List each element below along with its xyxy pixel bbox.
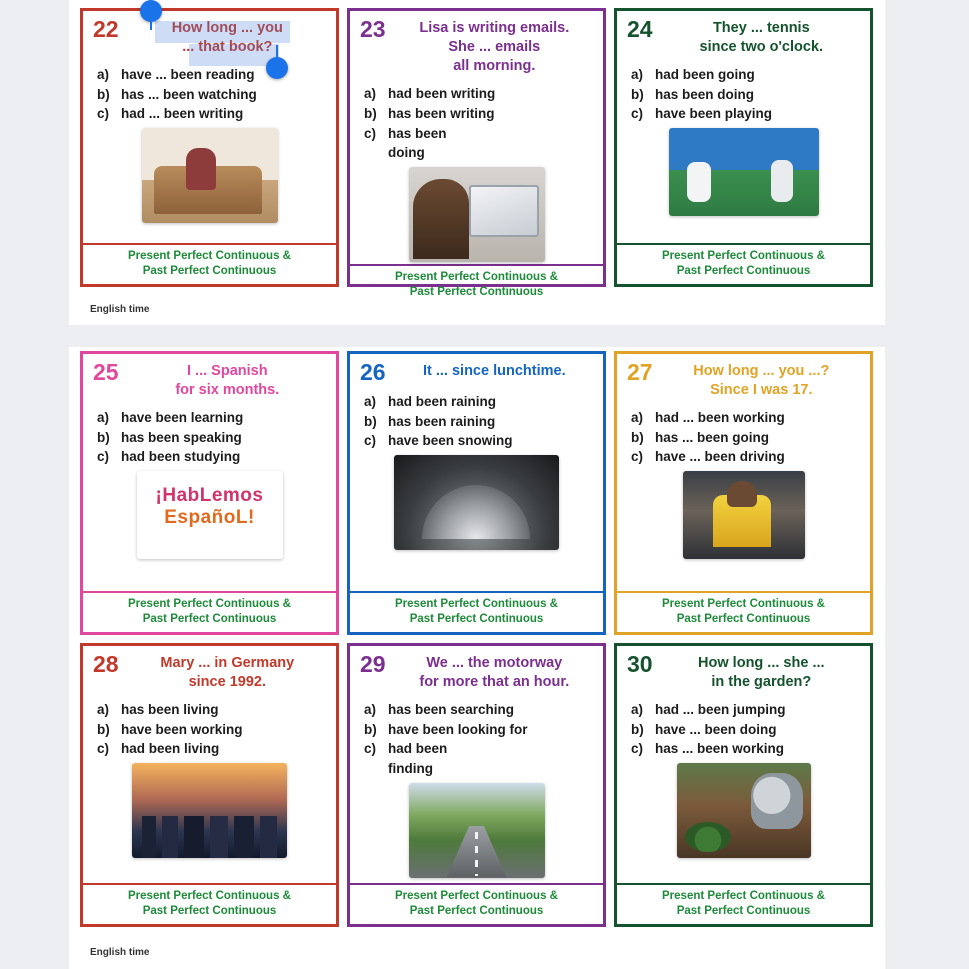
card-prompt: How long ... she ... in the garden? bbox=[698, 655, 825, 691]
option-text: have been playing bbox=[655, 106, 773, 122]
card-header bbox=[358, 360, 595, 384]
card-grid-2 bbox=[80, 351, 874, 927]
question-card-22[interactable] bbox=[80, 8, 339, 287]
answer-option-b[interactable] bbox=[364, 720, 595, 740]
option-label: b) bbox=[631, 86, 644, 102]
option-label: b) bbox=[364, 413, 377, 429]
card-body bbox=[83, 11, 336, 243]
woman-typing-on-laptop-image bbox=[409, 167, 545, 262]
selection-handle-end[interactable] bbox=[266, 57, 288, 79]
answer-option-c[interactable] bbox=[364, 124, 595, 163]
answer-option-b[interactable] bbox=[364, 412, 595, 432]
option-text: have ... been doing bbox=[655, 721, 777, 737]
card-number: 27 bbox=[627, 359, 653, 385]
option-text: had been writing bbox=[388, 86, 496, 102]
card-footer-label: Present Perfect Continuous & Past Perfect Continuous bbox=[83, 883, 336, 924]
answer-option-a[interactable] bbox=[364, 392, 595, 412]
answer-option-c[interactable] bbox=[631, 104, 862, 124]
answer-option-c[interactable] bbox=[631, 739, 862, 759]
card-number: 30 bbox=[627, 651, 653, 677]
card-image-area bbox=[91, 759, 328, 883]
option-text: had been living bbox=[121, 741, 220, 757]
slide-page-2 bbox=[69, 347, 885, 969]
answer-option-c[interactable] bbox=[97, 447, 328, 467]
option-label: a) bbox=[97, 702, 110, 718]
answer-option-b[interactable] bbox=[97, 720, 328, 740]
option-label: a) bbox=[97, 67, 110, 83]
card-prompt: Lisa is writing emails. She ... emails all morning. bbox=[419, 20, 570, 75]
card-number: 23 bbox=[360, 16, 386, 42]
card-number: 22 bbox=[93, 16, 119, 42]
option-text: have ... been reading bbox=[121, 67, 255, 83]
answer-option-b[interactable] bbox=[631, 85, 862, 105]
slide-1-footer-label: English time bbox=[90, 304, 150, 315]
option-text: have ... been driving bbox=[655, 449, 785, 465]
option-text: have been snowing bbox=[388, 433, 513, 449]
option-label: c) bbox=[97, 449, 110, 465]
card-header bbox=[91, 360, 328, 400]
card-header bbox=[91, 17, 328, 57]
answer-options bbox=[91, 65, 328, 124]
option-label: a) bbox=[631, 702, 644, 718]
option-text: has ... been going bbox=[655, 429, 770, 445]
option-text: have been learning bbox=[121, 410, 244, 426]
card-image-area bbox=[358, 451, 595, 591]
card-footer-label: Present Perfect Continuous & Past Perfect Continuous bbox=[83, 243, 336, 284]
answer-options bbox=[91, 408, 328, 467]
two-men-playing-tennis-image bbox=[669, 128, 819, 216]
card-prompt: I ... Spanish for six months. bbox=[175, 363, 280, 399]
answer-option-b[interactable] bbox=[97, 428, 328, 448]
answer-option-c[interactable] bbox=[364, 739, 595, 778]
card-prompt: Mary ... in Germany since 1992. bbox=[160, 655, 295, 691]
card-number: 26 bbox=[360, 359, 386, 385]
card-header bbox=[358, 652, 595, 692]
answer-option-a[interactable] bbox=[97, 700, 328, 720]
card-body bbox=[617, 11, 870, 243]
woman-reading-in-armchair-image bbox=[142, 128, 278, 223]
card-body bbox=[83, 354, 336, 591]
card-image-area bbox=[358, 163, 595, 264]
option-label: b) bbox=[364, 105, 377, 121]
card-body bbox=[350, 11, 603, 264]
option-text: had been finding bbox=[388, 741, 448, 776]
option-label: b) bbox=[631, 721, 644, 737]
card-image-area bbox=[625, 467, 862, 591]
answer-options bbox=[625, 700, 862, 759]
option-text: had ... been jumping bbox=[655, 702, 786, 718]
answer-option-a[interactable] bbox=[631, 65, 862, 85]
option-text: has been living bbox=[121, 702, 219, 718]
option-text: had been going bbox=[655, 67, 755, 83]
card-image-area bbox=[625, 759, 862, 883]
card-body bbox=[350, 354, 603, 591]
answer-options bbox=[91, 700, 328, 759]
card-header bbox=[91, 652, 328, 692]
question-card-24[interactable] bbox=[614, 8, 873, 287]
answer-option-a[interactable] bbox=[631, 408, 862, 428]
card-footer-label: Present Perfect Continuous & Past Perfect Continuous bbox=[617, 243, 870, 284]
option-label: a) bbox=[364, 86, 377, 102]
option-text: has been searching bbox=[388, 702, 515, 718]
option-text: has been doing bbox=[655, 86, 755, 102]
option-label: c) bbox=[631, 741, 644, 757]
option-text: had ... been writing bbox=[121, 106, 244, 122]
answer-option-b[interactable] bbox=[631, 428, 862, 448]
question-card-30[interactable] bbox=[614, 643, 873, 927]
slide-2-footer-label: English time bbox=[90, 947, 150, 958]
answer-option-c[interactable] bbox=[97, 104, 328, 124]
answer-option-a[interactable] bbox=[97, 65, 328, 85]
umbrella-in-the-rain-image bbox=[394, 455, 559, 550]
option-text: had been studying bbox=[121, 449, 241, 465]
option-text: has ... been watching bbox=[121, 86, 257, 102]
answer-option-b[interactable] bbox=[97, 85, 328, 105]
option-text: have been looking for bbox=[388, 721, 528, 737]
option-label: a) bbox=[364, 394, 377, 410]
card-footer-label: Present Perfect Continuous & Past Perfect Continuous bbox=[617, 591, 870, 632]
card-prompt: How long ... you ... that book? bbox=[171, 20, 283, 56]
option-label: b) bbox=[97, 86, 110, 102]
card-prompt: It ... since lunchtime. bbox=[422, 363, 566, 379]
card-body bbox=[83, 646, 336, 883]
option-text: has been doing bbox=[388, 125, 447, 161]
card-image-area bbox=[625, 124, 862, 243]
slide-page-1 bbox=[69, 0, 885, 325]
option-label: b) bbox=[631, 429, 644, 445]
answer-option-c[interactable] bbox=[364, 431, 595, 451]
answer-options bbox=[358, 84, 595, 162]
question-card-29[interactable] bbox=[347, 643, 606, 927]
card-footer-label: Present Perfect Continuous & Past Perfect Continuous bbox=[617, 883, 870, 924]
option-label: c) bbox=[364, 125, 377, 141]
option-text: has been writing bbox=[388, 105, 495, 121]
card-body bbox=[617, 354, 870, 591]
question-card-27[interactable] bbox=[614, 351, 873, 635]
card-body bbox=[350, 646, 603, 883]
hablemos-espanol-logo-image bbox=[137, 471, 283, 559]
answer-option-c[interactable] bbox=[97, 739, 328, 759]
answer-options bbox=[625, 65, 862, 124]
option-label: a) bbox=[97, 410, 110, 426]
card-header bbox=[358, 17, 595, 76]
empty-motorway-road-image bbox=[409, 783, 545, 878]
option-label: b) bbox=[97, 721, 110, 737]
card-number: 25 bbox=[93, 359, 119, 385]
option-label: b) bbox=[364, 721, 377, 737]
card-prompt: We ... the motorway for more that an hour. bbox=[419, 655, 570, 691]
card-footer-label: Present Perfect Continuous & Past Perfect Continuous bbox=[350, 591, 603, 632]
option-text: has been raining bbox=[388, 413, 496, 429]
person-gardening-with-plants-image bbox=[677, 763, 811, 858]
option-text: had been raining bbox=[388, 394, 497, 410]
question-card-28[interactable] bbox=[80, 643, 339, 927]
option-label: b) bbox=[97, 429, 110, 445]
option-label: c) bbox=[364, 741, 377, 757]
image-text-line-2: EspañoL! bbox=[164, 506, 255, 528]
option-text: has ... been working bbox=[655, 741, 785, 757]
option-label: c) bbox=[631, 449, 644, 465]
answer-option-b[interactable] bbox=[631, 720, 862, 740]
option-text: had ... been working bbox=[655, 410, 785, 426]
answer-option-b[interactable] bbox=[364, 104, 595, 124]
card-number: 24 bbox=[627, 16, 653, 42]
option-label: a) bbox=[631, 67, 644, 83]
card-body bbox=[617, 646, 870, 883]
option-label: c) bbox=[97, 106, 110, 122]
answer-option-a[interactable] bbox=[97, 408, 328, 428]
card-footer-label: Present Perfect Continuous & Past Perfect Continuous bbox=[350, 264, 603, 305]
card-header bbox=[625, 360, 862, 400]
question-card-26[interactable] bbox=[347, 351, 606, 635]
answer-options bbox=[358, 392, 595, 451]
card-image-area bbox=[358, 779, 595, 884]
answer-option-a[interactable] bbox=[364, 84, 595, 104]
answer-options bbox=[625, 408, 862, 467]
card-image-area bbox=[91, 124, 328, 243]
image-text-line-1: ¡HabLemos bbox=[155, 484, 264, 506]
card-prompt: How long ... you ...? Since I was 17. bbox=[693, 363, 830, 399]
option-label: c) bbox=[97, 741, 110, 757]
option-label: c) bbox=[364, 433, 377, 449]
option-text: has been speaking bbox=[121, 429, 242, 445]
option-label: a) bbox=[364, 702, 377, 718]
card-header bbox=[625, 652, 862, 692]
card-prompt: They ... tennis since two o'clock. bbox=[699, 20, 824, 56]
card-footer-label: Present Perfect Continuous & Past Perfect Continuous bbox=[83, 591, 336, 632]
card-number: 28 bbox=[93, 651, 119, 677]
woman-driving-a-car-image bbox=[683, 471, 805, 559]
question-card-25[interactable] bbox=[80, 351, 339, 635]
answer-option-a[interactable] bbox=[364, 700, 595, 720]
option-label: c) bbox=[631, 106, 644, 122]
question-card-23[interactable] bbox=[347, 8, 606, 298]
card-footer-label: Present Perfect Continuous & Past Perfect Continuous bbox=[350, 883, 603, 924]
card-grid-1 bbox=[80, 8, 874, 298]
card-image-area bbox=[91, 467, 328, 591]
selection-handle-start[interactable] bbox=[140, 0, 162, 22]
card-number: 29 bbox=[360, 651, 386, 677]
answer-options bbox=[358, 700, 595, 778]
card-header bbox=[625, 17, 862, 57]
option-label: a) bbox=[631, 410, 644, 426]
frankfurt-city-skyline-image bbox=[132, 763, 287, 858]
answer-option-c[interactable] bbox=[631, 447, 862, 467]
option-text: have been working bbox=[121, 721, 243, 737]
answer-option-a[interactable] bbox=[631, 700, 862, 720]
